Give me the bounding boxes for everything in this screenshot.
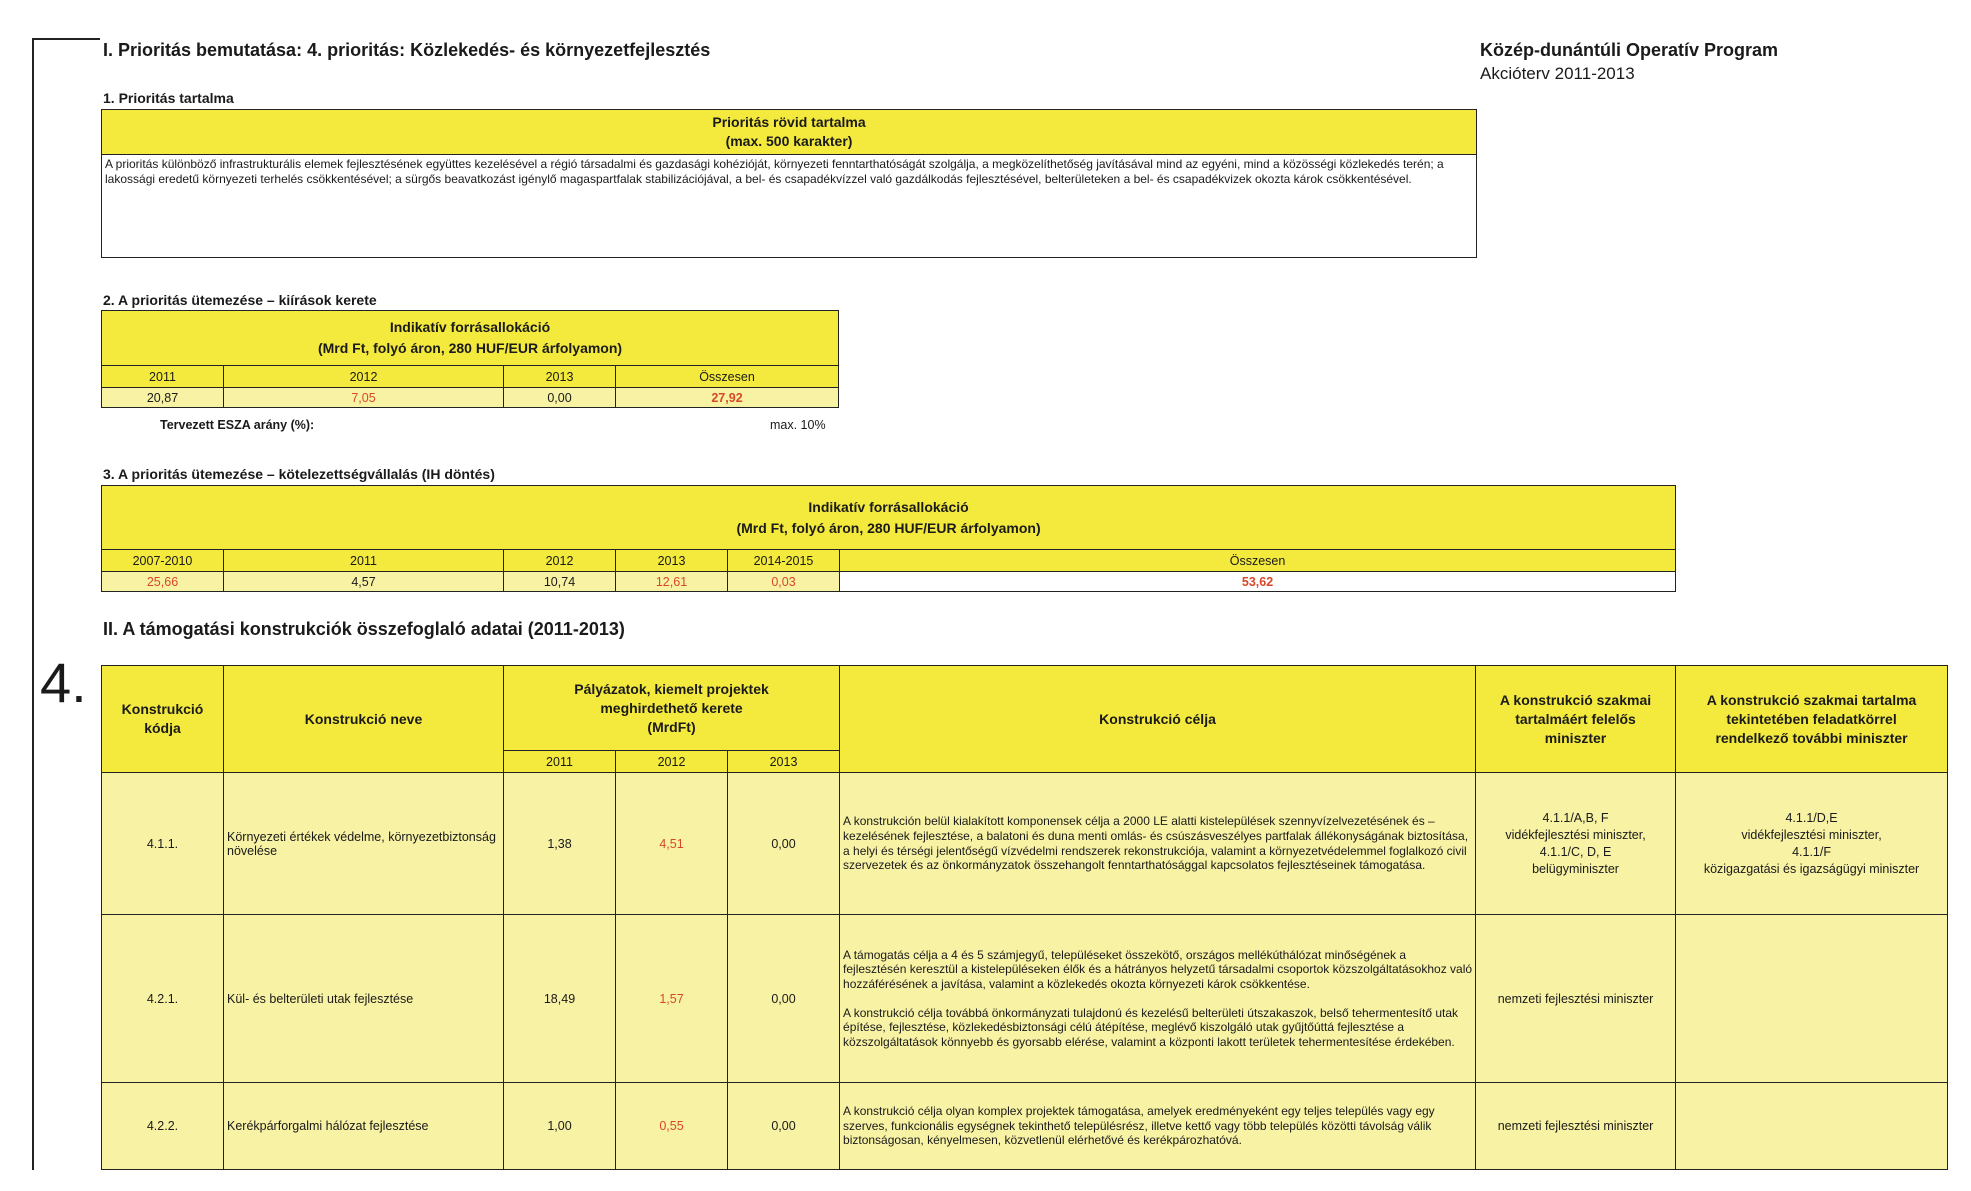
col-header-2007-2010: 2007-2010 [102,550,224,572]
page-title: I. Prioritás bemutatása: 4. prioritás: Közlekedés- és környezetfejlesztés [103,40,711,60]
row-value-2012: 0,55 [616,1083,728,1170]
col-header-2011: 2011 [102,366,224,388]
row-name: Környezeti értékek védelme, környezetbiztonság növelése [224,773,504,915]
priority-content-text: A prioritás különböző infrastrukturális elemek fejlesztésének együttes kezelésével a régió társadalmi és gazdasági kohézióját, környezeti fenntarthatóságát szolgálja, a megközelíthetőség javításával mind az egyéni, mind a közösségi közlekedés terén; a lakossági eredetű környezeti terhelés csökkentésével; a sürgős beavatkozást igénylő magaspartfalak stabilizációjával, a bel- és csapadékvízzel való gazdálkodás fejlesztésével, belterületeken a bel- és csapadékvizek okozta károk csökkentésével. [102,155,1477,258]
schedule-commitments-title: Indikatív forrásallokáció [808,498,969,515]
row-code: 4.2.1. [102,915,224,1083]
schedule-commitments-header [102,486,1676,550]
row-goal-paragraph1: A támogatás célja a 4 és 5 számjegyű, településeket összekötő, országos mellékúthálózat minőségének a fejlesztésén keresztül a kistelepüléseken élők és a hátrányos helyzetű társadalmi csoportok közszolgáltatásokhoz való hozzáférésének a javítása, valamint a közlekedés okozta környezeti károk csökkentése. [843,947,1473,991]
row-value-2012: 4,51 [616,773,728,915]
col-header-year-2013: 2013 [728,751,840,773]
program-subtitle: Akcióterv 2011-2013 [1480,64,1635,83]
row-goal-spacer [843,992,1472,1006]
row-other-line1: 4.1.1/D,E [1785,810,1838,825]
table-row [102,773,1948,915]
col-header-year-2012: 2012 [616,751,728,773]
other-header-line1: A konstrukció szakmai tartalma [1706,691,1917,708]
row-minister-line1: 4.1.1/A,B, F [1542,810,1609,825]
other-header-line2: tekintetében feladatkörrel [1726,710,1897,727]
minister-header-line3: miniszter [1544,729,1607,746]
row-value-2013: 0,00 [728,1083,840,1170]
row-value-2012: 1,57 [616,915,728,1083]
row-other-minister [1676,1083,1948,1170]
col-header-code: Konstrukció kódja [102,666,224,773]
row-minister: nemzeti fejlesztési miniszter [1476,915,1676,1083]
col-header-other-minister [1676,666,1948,773]
section1-heading: 1. Prioritás tartalma [103,90,234,106]
priority-number: 4. [40,651,87,714]
row-minister-line3: 4.1.1/C, D, E [1539,844,1612,859]
table-row [102,1083,1948,1170]
row-name: Kül- és belterületi utak fejlesztése [224,915,504,1083]
row-value-2011: 18,49 [504,915,616,1083]
col-header-2011: 2011 [224,550,504,572]
col-header-2012: 2012 [224,366,504,388]
value-2012: 10,74 [504,572,616,592]
schedule-calls-subtitle: (Mrd Ft, folyó áron, 280 HUF/EUR árfolyamon) [317,340,623,356]
esza-value: max. 10% [770,418,826,432]
row-name: Kerékpárforgalmi hálózat fejlesztése [224,1083,504,1170]
priority-content-header [102,110,1477,155]
row-goal-paragraph2: A konstrukció célja továbbá önkormányzati tulajdonú és kezelésű belterületi útszakaszok, belső tehermentesítő utak építése, fejlesztése, közlekedésbiztonsági célú átépítése, meglévő kiszolgáló utak gyűjtőúttá fejlesztése a közszolgáltatások könnyebb és gyorsabb elérése, valamint a központi lakott területek tehermentesítése érdekében. [843,1005,1459,1049]
row-other-line2: vidékfejlesztési miniszter, [1741,827,1882,842]
row-other-line4: közigazgatási és igazságügyi miniszter [1703,861,1920,876]
other-header-line3: rendelkező további miniszter [1715,729,1908,746]
value-total: 27,92 [616,388,839,408]
col-header-total: Összesen [616,366,839,388]
minister-header-line1: A konstrukció szakmai [1499,691,1652,708]
part2-heading: II. A támogatási konstrukciók összefoglaló adatai (2011-2013) [103,619,625,639]
row-minister-line2: vidékfejlesztési miniszter, [1505,827,1646,842]
row-minister-line4: belügyminiszter [1532,861,1619,876]
schedule-commitments-subtitle: (Mrd Ft, folyó áron, 280 HUF/EUR árfolyamon) [736,519,1041,536]
priority-content-title: Prioritás rövid tartalma [712,114,866,130]
row-goal: A konstrukción belül kialakított komponensek célja a 2000 LE alatti kistelepülések szennyvízelvezetésének és –kezelésének fejlesztése, a balatoni és duna menti omlás- és csúszásveszélyes partfalak állékonyságának biztosítása, a helyi és térségi jelentőségű vízvédelmi rendszerek rekonstrukciója, valamint a környezetvédelemmel foglalkozó civil szervezetek és az önkormányzatok összehangolt fenntarthatósággal kapcsolatos fejlesztéseinek támogatása. [840,773,1476,915]
col-header-goal: Konstrukció célja [840,666,1476,773]
row-minister [1476,773,1676,915]
row-goal [840,915,1476,1083]
row-minister: nemzeti fejlesztési miniszter [1476,1083,1676,1170]
priority-content-table [101,109,1477,258]
col-header-total: Összesen [840,550,1676,572]
schedule-commitments-table [101,485,1676,592]
budget-header-line2: meghirdethető kerete [600,699,743,716]
esza-label: Tervezett ESZA arány (%): [160,418,315,432]
value-2011: 4,57 [224,572,504,592]
table-row [102,915,1948,1083]
left-bracket-line [32,38,34,1170]
value-total: 53,62 [840,572,1676,592]
budget-header-line1: Pályázatok, kiemelt projektek [574,680,769,697]
budget-header-line3: (MrdFt) [647,718,696,735]
top-bracket-line [32,38,100,40]
row-value-2013: 0,00 [728,773,840,915]
value-2013: 12,61 [616,572,728,592]
row-code: 4.2.2. [102,1083,224,1170]
program-name: Közép-dunántúli Operatív Program [1480,40,1779,60]
value-2014-2015: 0,03 [728,572,840,592]
col-header-year-2011: 2011 [504,751,616,773]
priority-content-limit: (max. 500 karakter) [725,133,853,149]
col-header-name: Konstrukció neve [224,666,504,773]
col-header-2014-2015: 2014-2015 [728,550,840,572]
row-other-minister [1676,915,1948,1083]
row-value-2011: 1,38 [504,773,616,915]
schedule-calls-table [101,310,839,408]
col-header-2012: 2012 [504,550,616,572]
col-header-minister [1476,666,1676,773]
row-goal: A konstrukció célja olyan komplex projektek támogatása, amelyek eredményeként egy teljes település vagy egy szerves, funkcionális egységnek tekinthető településrész, illetve kettő vagy több település közötti távolság válik biztonságosan, kényelmesen, közvetlenül elérhetővé és kerékpározhatóvá. [840,1083,1476,1170]
col-header-budget [504,666,840,751]
col-header-2013: 2013 [504,366,616,388]
row-other-minister [1676,773,1948,915]
value-2012: 7,05 [224,388,504,408]
value-2013: 0,00 [504,388,616,408]
col-header-2013: 2013 [616,550,728,572]
minister-header-line2: tartalmáért felelős [1515,710,1636,727]
section2-heading: 2. A prioritás ütemezése – kiírások kerete [103,292,377,308]
schedule-calls-header [102,311,839,366]
value-2007-2010: 25,66 [102,572,224,592]
value-2011: 20,87 [102,388,224,408]
row-other-line3: 4.1.1/F [1792,844,1831,859]
row-value-2013: 0,00 [728,915,840,1083]
constructions-table [101,665,1948,1170]
schedule-calls-title: Indikatív forrásallokáció [389,319,551,335]
section3-heading: 3. A prioritás ütemezése – kötelezettségvállalás (IH döntés) [103,466,495,482]
row-code: 4.1.1. [102,773,224,915]
row-value-2011: 1,00 [504,1083,616,1170]
